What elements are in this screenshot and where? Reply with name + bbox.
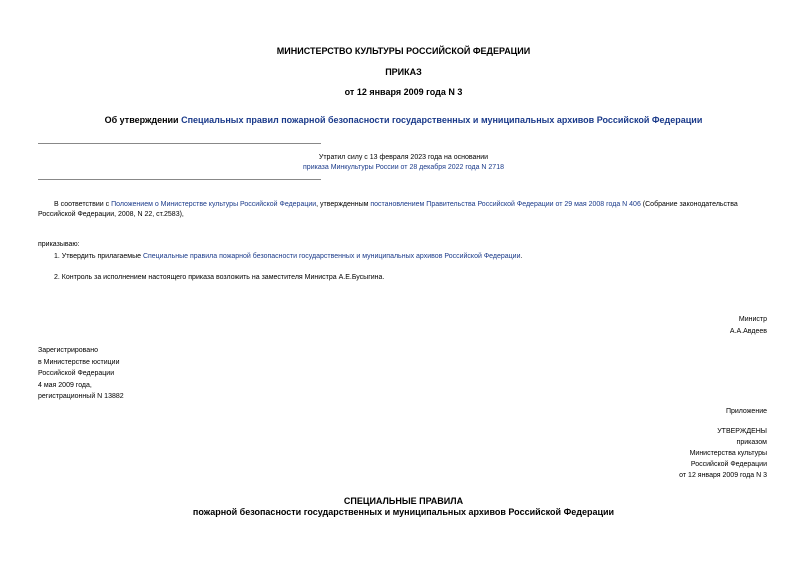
status-top-rule: [38, 143, 321, 144]
registration-line-3: Российской Федерации: [38, 370, 115, 377]
approval-block: [679, 426, 767, 481]
approval-line-1: УТВЕРЖДЕНЫ: [717, 428, 767, 435]
approval-line-3: Министерства культуры: [689, 450, 767, 457]
order-item-2: 2. Контроль за исполнением настоящего приказа возложить на заместителя Министра А.Е.Бусыгина.: [54, 274, 385, 281]
approval-line-5: от 12 января 2009 года N 3: [679, 472, 767, 479]
preamble-paragraph: [38, 200, 768, 220]
status-line-1: Утратил силу с 13 февраля 2023 года на основании: [318, 154, 489, 161]
ministry-heading: МИНИСТЕРСТВО КУЛЬТУРЫ РОССИЙСКОЙ ФЕДЕРАЦИИ: [276, 46, 531, 56]
preamble-text-1: В соответствии с: [54, 201, 112, 208]
preamble-link-resolution[interactable]: постановлением Правительства Российской Федерации от 29 мая 2008 года N 406: [370, 201, 641, 208]
preamble-link-regulation[interactable]: Положением о Министерстве культуры Российской Федерации: [111, 201, 317, 208]
signature-block: [730, 314, 767, 337]
doc-title: [0, 115, 807, 125]
status-repeal-link[interactable]: приказа Минкультуры России от 28 декабря 2022 года N 2718: [303, 164, 504, 171]
registration-line-2: в Министерстве юстиции: [38, 358, 120, 366]
signature-position: Министр: [738, 316, 767, 323]
registration-block: [38, 345, 124, 403]
order-item-1-suffix: .: [520, 253, 523, 260]
approval-line-2: приказом: [736, 439, 767, 446]
doc-date-number: от 12 января 2009 года N 3: [344, 87, 463, 97]
rules-title-line-1: СПЕЦИАЛЬНЫЕ ПРАВИЛА: [343, 496, 464, 506]
doc-type-heading: ПРИКАЗ: [385, 67, 422, 77]
status-note: [0, 153, 807, 173]
doc-title-link[interactable]: Специальных правил пожарной безопасности государственных и муниципальных архивов Российской Федерации: [181, 115, 703, 125]
order-item-1: [54, 252, 522, 262]
doc-title-prefix: Об утверждении: [104, 115, 182, 125]
registration-line-5: регистрационный N 13882: [38, 393, 124, 400]
order-word: приказываю:: [38, 241, 80, 248]
preamble-text-3: (Собрание законодательства Российской Федерации, 2008, N 22, ст.2583),: [38, 201, 738, 218]
preamble-text-2: , утвержденным: [316, 201, 371, 208]
order-item-1-link[interactable]: Специальные правила пожарной безопасности государственных и муниципальных архивов Российской Федерации: [142, 253, 521, 260]
order-item-1-prefix: 1. Утвердить прилагаемые: [54, 253, 143, 260]
signature-name: А.А.Авдеев: [729, 327, 767, 335]
status-bottom-rule: [38, 179, 321, 180]
rules-title-line-2: пожарной безопасности государственных и муниципальных архивов Российской Федерации: [192, 507, 615, 517]
registration-line-4: 4 мая 2009 года,: [38, 381, 92, 389]
registration-line-1: Зарегистрировано: [38, 347, 98, 354]
appendix-label: Приложение: [725, 408, 767, 415]
approval-line-4: Российской Федерации: [690, 461, 767, 468]
